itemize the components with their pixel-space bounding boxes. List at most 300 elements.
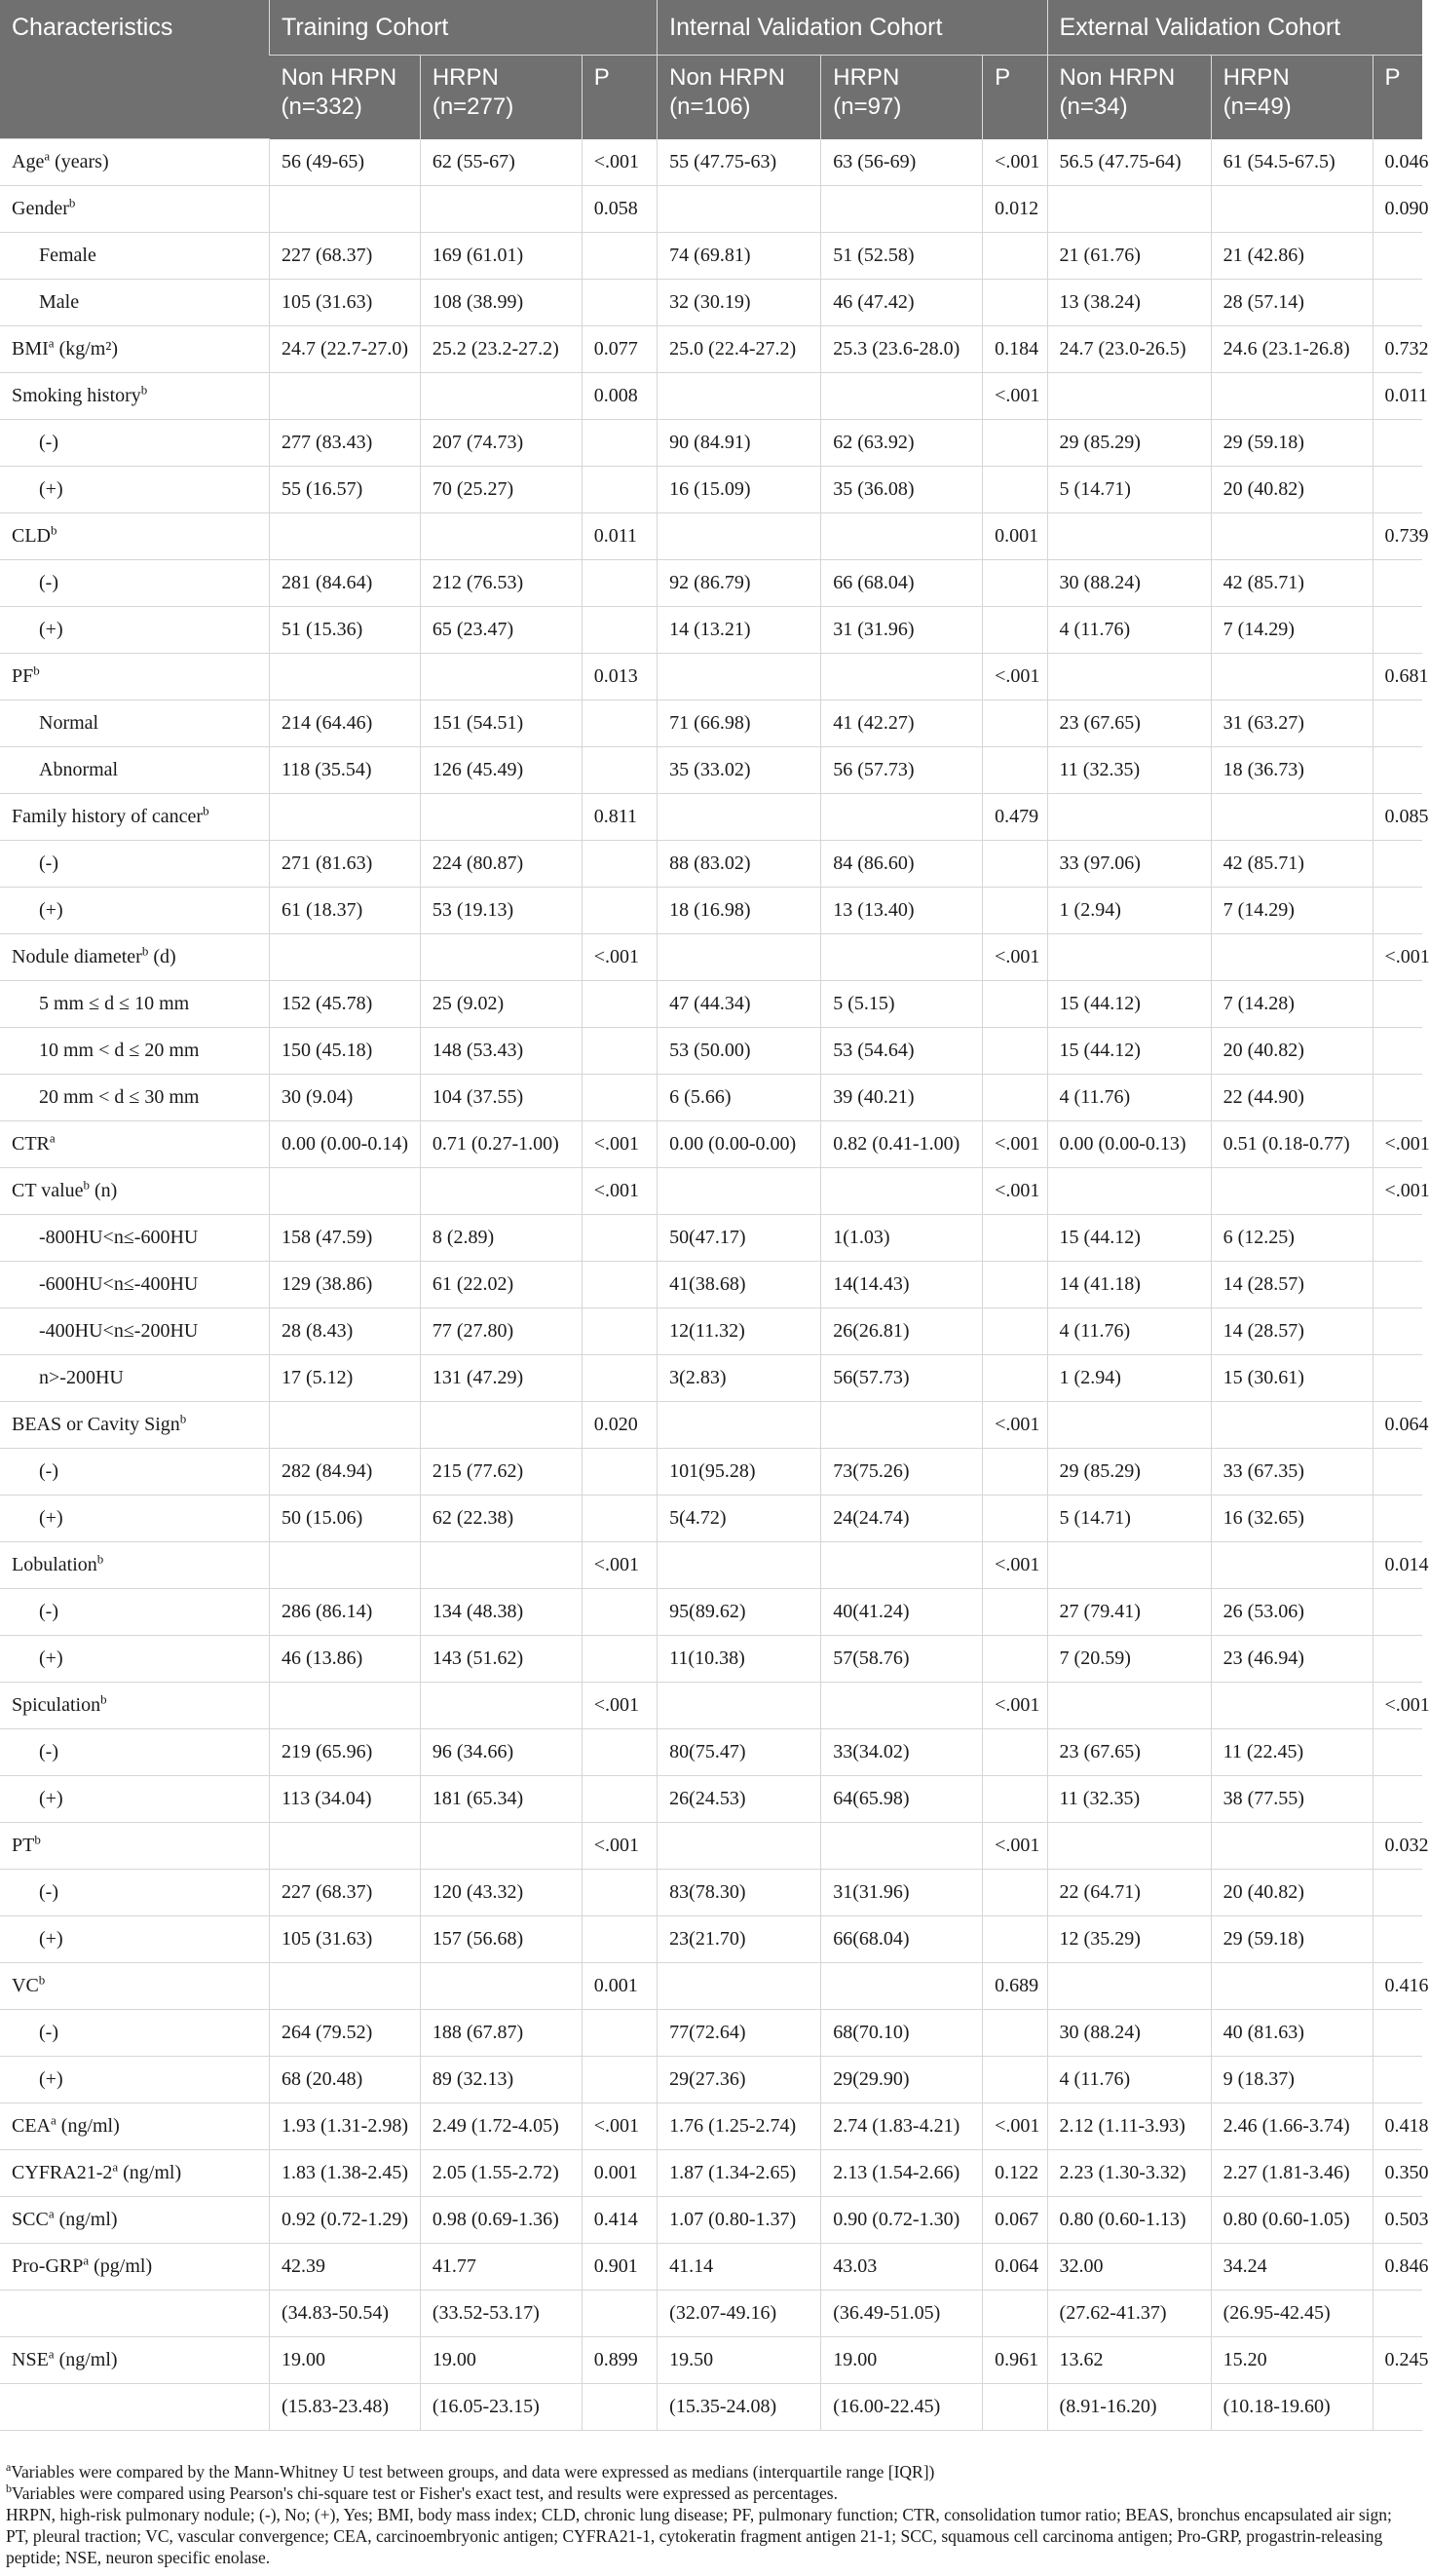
table-cell xyxy=(658,1963,821,2010)
table-cell: 2.13 (1.54-2.66) xyxy=(821,2150,983,2197)
table-cell: 0.689 xyxy=(983,1963,1047,2010)
table-cell: 13.62 xyxy=(1047,2337,1211,2384)
table-cell: 42.39 xyxy=(270,2244,421,2291)
row-label: -800HU<n≤-600HU xyxy=(0,1215,270,1262)
table-cell: 20 (40.82) xyxy=(1211,1028,1373,1075)
table-cell: 24(24.74) xyxy=(821,1496,983,1542)
subheader-cell: Non HRPN (n=34) xyxy=(1047,56,1211,139)
table-cell: <.001 xyxy=(983,1121,1047,1168)
table-cell: (36.49-51.05) xyxy=(821,2291,983,2337)
table-cell: 88 (83.02) xyxy=(658,841,821,888)
table-cell xyxy=(1373,1870,1422,1916)
table-cell: 70 (25.27) xyxy=(420,467,582,513)
row-label: -400HU<n≤-200HU xyxy=(0,1308,270,1355)
table-cell: 20 (40.82) xyxy=(1211,1870,1373,1916)
table-cell: (33.52-53.17) xyxy=(420,2291,582,2337)
table-cell xyxy=(821,1542,983,1589)
table-cell xyxy=(270,1402,421,1449)
table-cell xyxy=(1373,701,1422,747)
table-row xyxy=(0,1215,1422,1262)
table-cell xyxy=(1211,1168,1373,1215)
row-label: Lobulation$^b$ xyxy=(0,1542,270,1589)
subheader-cell: HRPN (n=277) xyxy=(420,56,582,139)
table-cell xyxy=(582,560,657,607)
table-cell: 29 (85.29) xyxy=(1047,1449,1211,1496)
table-cell xyxy=(1373,560,1422,607)
table-cell xyxy=(270,186,421,233)
table-cell: 89 (32.13) xyxy=(420,2057,582,2103)
table-cell: <.001 xyxy=(1373,1121,1422,1168)
table-cell: 77(72.64) xyxy=(658,2010,821,2057)
table-cell xyxy=(582,1729,657,1776)
table-cell: 0.479 xyxy=(983,794,1047,841)
table-cell xyxy=(1373,1496,1422,1542)
row-label: Female xyxy=(0,233,270,280)
table-cell xyxy=(983,1075,1047,1121)
table-cell: 20 (40.82) xyxy=(1211,467,1373,513)
table-cell: 92 (86.79) xyxy=(658,560,821,607)
table-cell: 2.74 (1.83-4.21) xyxy=(821,2103,983,2150)
table-cell: <.001 xyxy=(582,1823,657,1870)
table-cell xyxy=(983,1776,1047,1823)
table-cell xyxy=(658,654,821,701)
footnote-abbreviations: HRPN, high-risk pulmonary nodule; (-), No; (+), Yes; BMI, body mass index; CLD, chronic lung disease; PF, pulmonary function; CTR, consolidation tumor ratio; BEAS, bronchus encapsulated air sign; PT, pleural traction; VC, vascular convergence; CEA, carcinoembryonic antigen; CYFRA21-1, cytokeratin fragment antigen 21-1; SCC, squamous cell carcinoma antigen; Pro-GRP, progastrin-releasing peptide; NSE, neuron specific enolase. xyxy=(6,2505,1392,2567)
table-cell xyxy=(821,1683,983,1729)
table-cell: 0.001 xyxy=(582,1963,657,2010)
table-cell: 19.50 xyxy=(658,2337,821,2384)
table-cell: 158 (47.59) xyxy=(270,1215,421,1262)
row-label: Family history of cancer$^b$ xyxy=(0,794,270,841)
table-cell xyxy=(1211,373,1373,420)
table-cell: (26.95-42.45) xyxy=(1211,2291,1373,2337)
table-cell: 207 (74.73) xyxy=(420,420,582,467)
table-cell: 38 (77.55) xyxy=(1211,1776,1373,1823)
table-cell: 42 (85.71) xyxy=(1211,841,1373,888)
table-cell: 5(4.72) xyxy=(658,1496,821,1542)
table-cell: 14(14.43) xyxy=(821,1262,983,1308)
footnote-a: $^a$Variables were compared by the Mann-Whitney U test between groups, and data were expressed as medians (interquartile range [IQR]) xyxy=(6,2460,935,2481)
table-row xyxy=(0,654,1422,701)
table-cell: 15 (30.61) xyxy=(1211,1355,1373,1402)
table-cell xyxy=(270,373,421,420)
table-cell xyxy=(270,1963,421,2010)
table-cell xyxy=(983,280,1047,326)
table-cell: 2.05 (1.55-2.72) xyxy=(420,2150,582,2197)
row-label: (+) xyxy=(0,467,270,513)
table-cell xyxy=(1373,280,1422,326)
table-cell: 62 (55-67) xyxy=(420,139,582,186)
table-cell: 96 (34.66) xyxy=(420,1729,582,1776)
table-cell xyxy=(1373,1636,1422,1683)
table-cell: 7 (14.29) xyxy=(1211,607,1373,654)
table-cell xyxy=(582,1870,657,1916)
table-cell: <.001 xyxy=(582,139,657,186)
table-cell: 1.83 (1.38-2.45) xyxy=(270,2150,421,2197)
table-cell: 0.020 xyxy=(582,1402,657,1449)
table-cell: 74 (69.81) xyxy=(658,233,821,280)
table-cell xyxy=(983,2291,1047,2337)
table-row xyxy=(0,1075,1422,1121)
table-cell xyxy=(1373,1262,1422,1308)
table-cell xyxy=(1373,841,1422,888)
table-cell xyxy=(1373,747,1422,794)
table-row xyxy=(0,747,1422,794)
table-cell: 148 (53.43) xyxy=(420,1028,582,1075)
table-cell xyxy=(983,420,1047,467)
table-cell xyxy=(582,2010,657,2057)
table-cell: <.001 xyxy=(582,1168,657,1215)
row-label: CYFRA21-2$^a$ (ng/ml) xyxy=(0,2150,270,2197)
row-label: 5 mm ≤ d ≤ 10 mm xyxy=(0,981,270,1028)
table-cell: 15 (44.12) xyxy=(1047,1028,1211,1075)
table-cell xyxy=(1373,233,1422,280)
table-cell: 0.961 xyxy=(983,2337,1047,2384)
table-cell xyxy=(1373,1355,1422,1402)
table-cell xyxy=(1211,794,1373,841)
table-cell: <.001 xyxy=(983,139,1047,186)
table-cell xyxy=(983,1028,1047,1075)
table-row xyxy=(0,1729,1422,1776)
table-cell: 24.7 (23.0-26.5) xyxy=(1047,326,1211,373)
table-cell xyxy=(582,1496,657,1542)
table-cell xyxy=(821,1168,983,1215)
table-cell xyxy=(821,934,983,981)
table-cell: 47 (44.34) xyxy=(658,981,821,1028)
table-cell xyxy=(1211,1683,1373,1729)
subheader-cell: P xyxy=(1373,56,1422,139)
table-cell: 126 (45.49) xyxy=(420,747,582,794)
table-cell: 286 (86.14) xyxy=(270,1589,421,1636)
table-cell: <.001 xyxy=(983,934,1047,981)
table-row xyxy=(0,1355,1422,1402)
table-cell: 0.418 xyxy=(1373,2103,1422,2150)
table-cell xyxy=(658,373,821,420)
table-cell: 29(27.36) xyxy=(658,2057,821,2103)
table-row xyxy=(0,1168,1422,1215)
table-cell: 73(75.26) xyxy=(821,1449,983,1496)
table-row xyxy=(0,1589,1422,1636)
table-row xyxy=(0,1636,1422,1683)
table-cell: 0.92 (0.72-1.29) xyxy=(270,2197,421,2244)
table-cell xyxy=(658,1402,821,1449)
table-cell xyxy=(821,1823,983,1870)
table-cell: 62 (22.38) xyxy=(420,1496,582,1542)
row-label: CEA$^a$ (ng/ml) xyxy=(0,2103,270,2150)
table-cell xyxy=(270,1823,421,1870)
table-cell xyxy=(983,1916,1047,1963)
subheader-cell: Non HRPN (n=332) xyxy=(270,56,421,139)
table-cell: 0.739 xyxy=(1373,513,1422,560)
table-cell: 143 (51.62) xyxy=(420,1636,582,1683)
table-cell xyxy=(582,981,657,1028)
table-cell xyxy=(983,607,1047,654)
table-cell xyxy=(270,1542,421,1589)
table-cell: 215 (77.62) xyxy=(420,1449,582,1496)
table-cell: 31 (31.96) xyxy=(821,607,983,654)
row-label: Normal xyxy=(0,701,270,747)
table-cell: 24.7 (22.7-27.0) xyxy=(270,326,421,373)
table-cell: 0.51 (0.18-0.77) xyxy=(1211,1121,1373,1168)
table-cell xyxy=(582,701,657,747)
table-cell: 0.901 xyxy=(582,2244,657,2291)
table-cell: 83(78.30) xyxy=(658,1870,821,1916)
table-cell: 33(34.02) xyxy=(821,1729,983,1776)
table-cell xyxy=(1047,794,1211,841)
table-cell: 0.090 xyxy=(1373,186,1422,233)
header-characteristics: Characteristics xyxy=(0,0,270,139)
table-cell: 150 (45.18) xyxy=(270,1028,421,1075)
table-cell: 264 (79.52) xyxy=(270,2010,421,2057)
table-cell: 0.846 xyxy=(1373,2244,1422,2291)
table-cell: 22 (64.71) xyxy=(1047,1870,1211,1916)
table-cell: 0.058 xyxy=(582,186,657,233)
subheader-cell: P xyxy=(983,56,1047,139)
table-cell: 33 (67.35) xyxy=(1211,1449,1373,1496)
table-row xyxy=(0,2291,1422,2337)
table-cell xyxy=(658,1542,821,1589)
table-cell xyxy=(582,1916,657,1963)
table-cell: 32 (30.19) xyxy=(658,280,821,326)
table-cell: 40 (81.63) xyxy=(1211,2010,1373,2057)
row-label: (+) xyxy=(0,1776,270,1823)
table-cell: 1.93 (1.31-2.98) xyxy=(270,2103,421,2150)
table-cell: 51 (52.58) xyxy=(821,233,983,280)
table-row xyxy=(0,1028,1422,1075)
table-cell: 0.011 xyxy=(582,513,657,560)
table-cell xyxy=(821,513,983,560)
table-cell xyxy=(270,934,421,981)
table-cell: 4 (11.76) xyxy=(1047,2057,1211,2103)
table-cell xyxy=(270,1683,421,1729)
table-cell xyxy=(582,1355,657,1402)
table-cell: 31 (63.27) xyxy=(1211,701,1373,747)
table-cell: 188 (67.87) xyxy=(420,2010,582,2057)
table-cell: 55 (16.57) xyxy=(270,467,421,513)
table-cell: 1 (2.94) xyxy=(1047,1355,1211,1402)
table-cell: <.001 xyxy=(582,934,657,981)
table-cell xyxy=(1373,420,1422,467)
table-row xyxy=(0,1262,1422,1308)
table-cell: 22 (44.90) xyxy=(1211,1075,1373,1121)
table-cell: 14 (28.57) xyxy=(1211,1308,1373,1355)
table-row xyxy=(0,139,1422,186)
table-cell: 39 (40.21) xyxy=(821,1075,983,1121)
table-cell xyxy=(1047,1542,1211,1589)
table-cell: 56 (49-65) xyxy=(270,139,421,186)
table-cell xyxy=(420,1402,582,1449)
table-cell: 0.014 xyxy=(1373,1542,1422,1589)
table-cell: 0.00 (0.00-0.14) xyxy=(270,1121,421,1168)
table-cell: 169 (61.01) xyxy=(420,233,582,280)
row-label: (-) xyxy=(0,1729,270,1776)
table-cell: 281 (84.64) xyxy=(270,560,421,607)
table-cell: 0.046 xyxy=(1373,139,1422,186)
table-cell xyxy=(420,934,582,981)
table-cell: 21 (61.76) xyxy=(1047,233,1211,280)
table-row xyxy=(0,2057,1422,2103)
table-cell: 15.20 xyxy=(1211,2337,1373,2384)
table-cell: 41.77 xyxy=(420,2244,582,2291)
table-cell: 27 (79.41) xyxy=(1047,1589,1211,1636)
table-cell: 120 (43.32) xyxy=(420,1870,582,1916)
table-cell: 5 (14.71) xyxy=(1047,1496,1211,1542)
table-cell: 6 (12.25) xyxy=(1211,1215,1373,1262)
table-cell: 65 (23.47) xyxy=(420,607,582,654)
table-cell: <.001 xyxy=(983,654,1047,701)
table-cell: 35 (33.02) xyxy=(658,747,821,794)
table-cell: <.001 xyxy=(582,2103,657,2150)
table-cell xyxy=(420,1963,582,2010)
subheader-cell: HRPN (n=49) xyxy=(1211,56,1373,139)
table-cell: 2.46 (1.66-3.74) xyxy=(1211,2103,1373,2150)
table-cell xyxy=(1211,1542,1373,1589)
table-cell xyxy=(821,794,983,841)
table-cell: 43.03 xyxy=(821,2244,983,2291)
table-cell: 18 (16.98) xyxy=(658,888,821,934)
table-cell xyxy=(1211,1402,1373,1449)
row-label: CLD$^b$ xyxy=(0,513,270,560)
table-cell: 4 (11.76) xyxy=(1047,1308,1211,1355)
row-label: Spiculation$^b$ xyxy=(0,1683,270,1729)
table-row xyxy=(0,2244,1422,2291)
table-cell xyxy=(983,1262,1047,1308)
row-label: -600HU<n≤-400HU xyxy=(0,1262,270,1308)
table-cell xyxy=(1047,186,1211,233)
row-label: (-) xyxy=(0,2010,270,2057)
table-cell: 41.14 xyxy=(658,2244,821,2291)
table-cell: 0.899 xyxy=(582,2337,657,2384)
table-row xyxy=(0,513,1422,560)
table-row xyxy=(0,326,1422,373)
table-cell: 0.032 xyxy=(1373,1823,1422,1870)
row-label: n>-200HU xyxy=(0,1355,270,1402)
row-label: Smoking history$^b$ xyxy=(0,373,270,420)
table-cell: 30 (88.24) xyxy=(1047,2010,1211,2057)
table-cell: 68 (20.48) xyxy=(270,2057,421,2103)
table-cell: 105 (31.63) xyxy=(270,1916,421,1963)
table-cell xyxy=(983,2057,1047,2103)
table-cell: 23(21.70) xyxy=(658,1916,821,1963)
table-cell xyxy=(420,1542,582,1589)
row-label: Nodule diameter$^b$ (d) xyxy=(0,934,270,981)
table-cell: 6 (5.66) xyxy=(658,1075,821,1121)
table-cell: 24.6 (23.1-26.8) xyxy=(1211,326,1373,373)
table-cell xyxy=(983,2384,1047,2431)
table-cell: 1.07 (0.80-1.37) xyxy=(658,2197,821,2244)
table-row xyxy=(0,420,1422,467)
table-row xyxy=(0,607,1422,654)
header-training-cohort: Training Cohort xyxy=(270,0,658,56)
table-cell xyxy=(1373,981,1422,1028)
table-cell xyxy=(582,1075,657,1121)
table-cell: 7 (20.59) xyxy=(1047,1636,1211,1683)
table-cell xyxy=(582,1308,657,1355)
table-cell: 1(1.03) xyxy=(821,1215,983,1262)
table-row xyxy=(0,888,1422,934)
table-cell: 23 (67.65) xyxy=(1047,701,1211,747)
table-cell: 0.503 xyxy=(1373,2197,1422,2244)
table-cell: 46 (13.86) xyxy=(270,1636,421,1683)
table-cell: 152 (45.78) xyxy=(270,981,421,1028)
row-label: Age$^a$ (years) xyxy=(0,139,270,186)
table-cell xyxy=(582,467,657,513)
table-cell: 0.001 xyxy=(582,2150,657,2197)
table-cell: 61 (54.5-67.5) xyxy=(1211,139,1373,186)
row-label: Pro-GRP$^a$ (pg/ml) xyxy=(0,2244,270,2291)
table-cell xyxy=(270,794,421,841)
table-cell: 11(10.38) xyxy=(658,1636,821,1683)
table-cell: 214 (64.46) xyxy=(270,701,421,747)
table-cell: 84 (86.60) xyxy=(821,841,983,888)
table-cell: <.001 xyxy=(983,2103,1047,2150)
table-cell xyxy=(983,981,1047,1028)
table-cell: 271 (81.63) xyxy=(270,841,421,888)
header-internal-validation-cohort: Internal Validation Cohort xyxy=(658,0,1047,56)
table-cell xyxy=(420,186,582,233)
table-cell xyxy=(658,794,821,841)
table-cell: <.001 xyxy=(983,1402,1047,1449)
table-cell xyxy=(983,1589,1047,1636)
table-cell: 181 (65.34) xyxy=(420,1776,582,1823)
table-cell: 4 (11.76) xyxy=(1047,1075,1211,1121)
table-row xyxy=(0,2384,1422,2431)
table-cell: 5 (5.15) xyxy=(821,981,983,1028)
table-cell: 53 (50.00) xyxy=(658,1028,821,1075)
table-cell: 0.245 xyxy=(1373,2337,1422,2384)
table-cell xyxy=(658,1823,821,1870)
table-row xyxy=(0,1308,1422,1355)
table-cell: 55 (47.75-63) xyxy=(658,139,821,186)
row-label: Male xyxy=(0,280,270,326)
table-cell: 118 (35.54) xyxy=(270,747,421,794)
table-cell xyxy=(270,654,421,701)
row-label: $VC^b$ xyxy=(0,1963,270,2010)
row-label: (-) xyxy=(0,1870,270,1916)
table-cell xyxy=(821,1963,983,2010)
table-cell xyxy=(582,747,657,794)
table-cell xyxy=(1373,1075,1422,1121)
table-cell xyxy=(1373,1215,1422,1262)
table-cell: 7 (14.29) xyxy=(1211,888,1373,934)
table-cell: 212 (76.53) xyxy=(420,560,582,607)
table-cell xyxy=(1373,607,1422,654)
table-row xyxy=(0,373,1422,420)
table-cell xyxy=(1373,1916,1422,1963)
table-cell: 80(75.47) xyxy=(658,1729,821,1776)
table-cell: 0.085 xyxy=(1373,794,1422,841)
table-row xyxy=(0,2337,1422,2384)
table-cell: 2.49 (1.72-4.05) xyxy=(420,2103,582,2150)
table-cell xyxy=(582,888,657,934)
table-cell xyxy=(1047,1402,1211,1449)
table-cell: 0.008 xyxy=(582,373,657,420)
table-row xyxy=(0,467,1422,513)
table-cell: <.001 xyxy=(582,1683,657,1729)
subheader-cell: Non HRPN (n=106) xyxy=(658,56,821,139)
table-row xyxy=(0,1776,1422,1823)
row-label: (-) xyxy=(0,841,270,888)
table-cell: 71 (66.98) xyxy=(658,701,821,747)
table-cell: 0.184 xyxy=(983,326,1047,373)
table-cell xyxy=(1373,888,1422,934)
table-row xyxy=(0,1916,1422,1963)
table-cell xyxy=(983,1729,1047,1776)
table-cell: (16.00-22.45) xyxy=(821,2384,983,2431)
table-cell: 2.23 (1.30-3.32) xyxy=(1047,2150,1211,2197)
table-row xyxy=(0,1870,1422,1916)
subheader-cell: HRPN (n=97) xyxy=(821,56,983,139)
table-cell: 56(57.73) xyxy=(821,1355,983,1402)
